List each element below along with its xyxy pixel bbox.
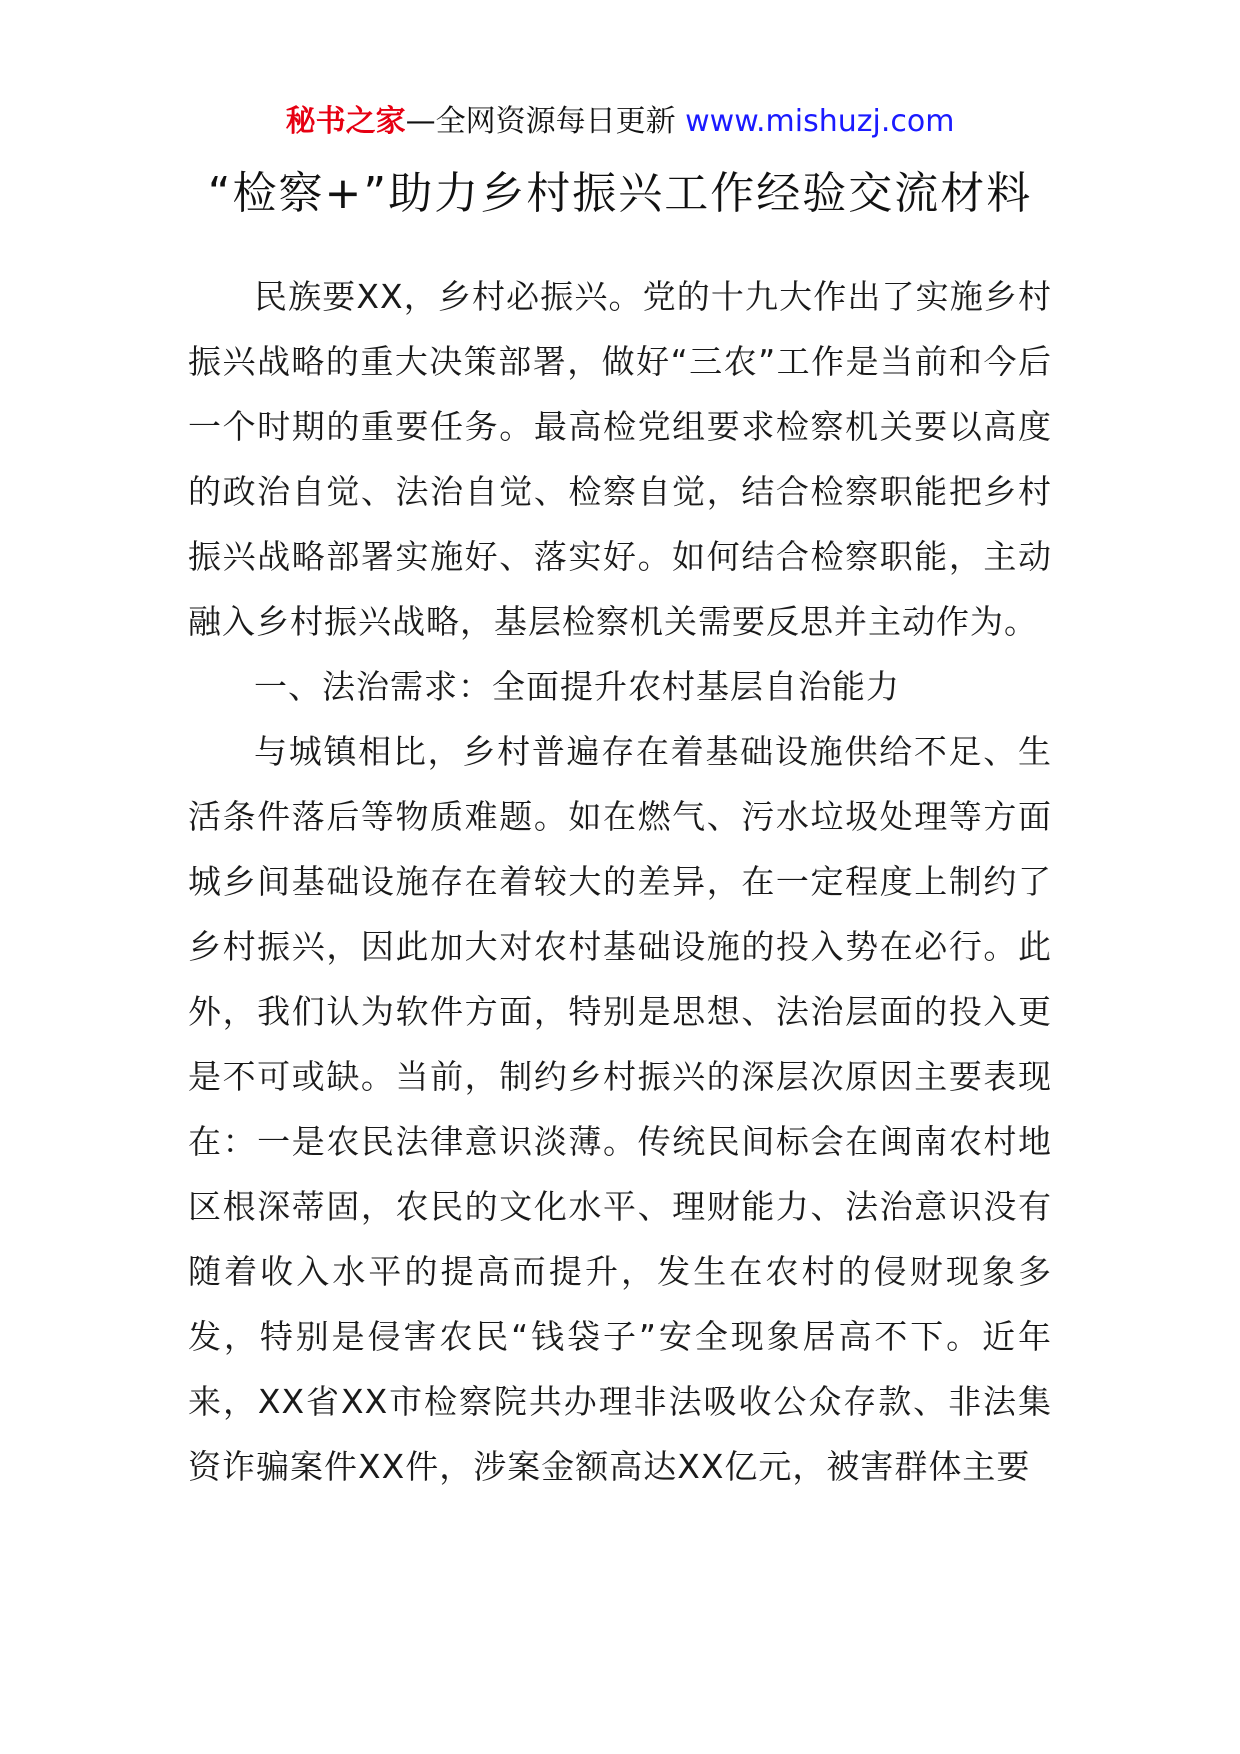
section-paragraph: 与城镇相比，乡村普遍存在着基础设施供给不足、生活条件落后等物质难题。如在燃气、污水垃圾处理等方面城乡间基础设施存在着较大的差异，在一定程度上制约了乡村振兴，因此加大对农村基础设施的投入势在必行。此外，我们认为软件方面，特别是思想、法治层面的投入更是不可或缺。当前，制约乡村振兴的深层次原因主要表现在：一是农民法律意识淡薄。传统民间标会在闽南农村地区根深蒂固，农民的文化水平、理财能力、法治意识没有随着收入水平的提高而提升，发生在农村的侵财现象多发，特别是侵害农民“钱袋子”安全现象居高不下。近年来，XX省XX市检察院共办理非法吸收公众存款、非法集资诈骗案件XX件，涉案金额高达XX亿元，被害群体主要: [188, 732, 1052, 1486]
site-url-link[interactable]: www.mishuzj.com: [685, 104, 955, 139]
document-body: [188, 264, 1052, 1499]
intro-paragraph: 民族要XX，乡村必振兴。党的十九大作出了实施乡村振兴战略的重大决策部署，做好“三农”工作是当前和今后一个时期的重要任务。最高检党组要求检察机关要以高度的政治自觉、法治自觉、检察自觉，结合检察职能把乡村振兴战略部署实施好、落实好。如何结合检察职能，主动融入乡村振兴战略，基层检察机关需要反思并主动作为。: [188, 277, 1052, 641]
banner-tagline: —全网资源每日更新: [405, 104, 686, 139]
brand-name: 秘书之家: [285, 104, 406, 139]
document-title: “检察+”助力乡村振兴工作经验交流材料: [207, 168, 1033, 219]
site-banner: [0, 100, 1240, 144]
section-heading: 一、法治需求：全面提升农村基层自治能力: [254, 667, 900, 706]
